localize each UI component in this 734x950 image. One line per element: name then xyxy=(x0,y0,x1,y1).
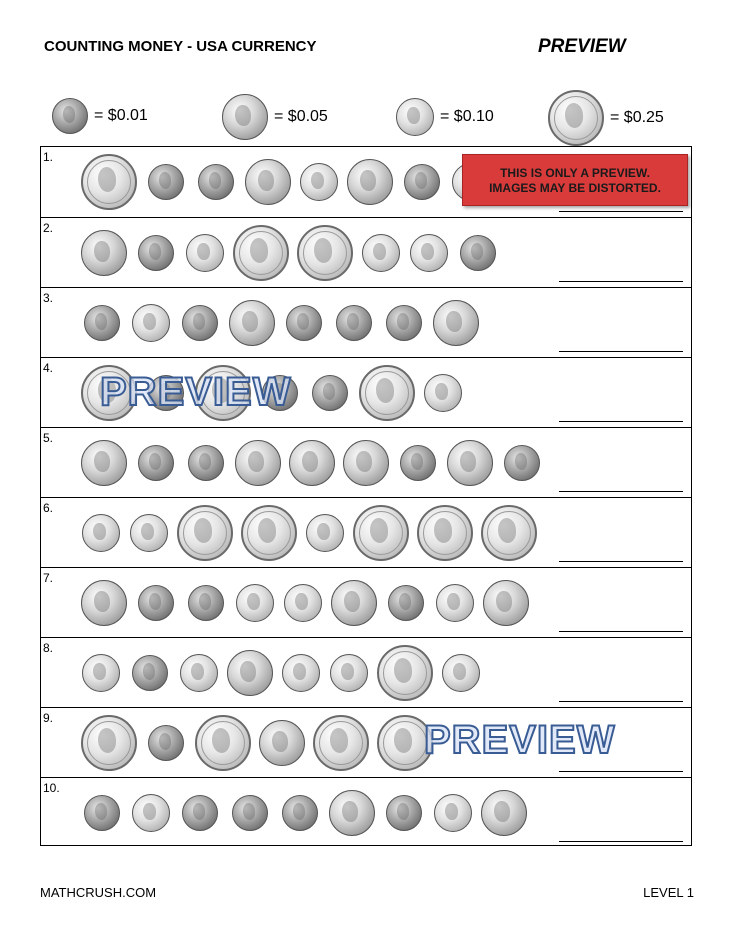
answer-line[interactable] xyxy=(559,281,683,282)
problem-number: 10. xyxy=(43,781,60,795)
dime-icon xyxy=(396,98,434,136)
nickel-icon xyxy=(343,440,389,486)
answer-line[interactable] xyxy=(559,211,683,212)
dime-icon xyxy=(442,654,480,692)
quarter-icon xyxy=(81,715,137,771)
penny-icon xyxy=(232,795,268,831)
problem-number: 4. xyxy=(43,361,54,375)
dime-icon xyxy=(300,163,338,201)
dime-icon xyxy=(82,654,120,692)
dime-icon xyxy=(282,654,320,692)
quarter-icon xyxy=(377,645,433,701)
penny-icon xyxy=(138,585,174,621)
quarter-icon xyxy=(233,225,289,281)
penny-icon xyxy=(504,445,540,481)
answer-line[interactable] xyxy=(559,561,683,562)
nickel-icon xyxy=(329,790,375,836)
nickel-icon xyxy=(81,440,127,486)
problem-row xyxy=(41,427,691,497)
dime-icon xyxy=(284,584,322,622)
coin-group xyxy=(77,428,547,498)
penny-icon xyxy=(404,164,440,200)
nickel-icon xyxy=(347,159,393,205)
nickel-icon xyxy=(447,440,493,486)
answer-line[interactable] xyxy=(559,841,683,842)
quarter-icon xyxy=(81,154,137,210)
dime-icon xyxy=(434,794,472,832)
nickel-icon xyxy=(259,720,305,766)
dime-icon xyxy=(132,304,170,342)
nickel-icon xyxy=(245,159,291,205)
nickel-icon xyxy=(331,580,377,626)
penny-icon xyxy=(388,585,424,621)
answer-line[interactable] xyxy=(559,421,683,422)
problem-number: 9. xyxy=(43,711,54,725)
nickel-icon xyxy=(222,94,268,140)
coin-group xyxy=(77,708,437,778)
legend-value: = $0.05 xyxy=(274,108,328,125)
coin-group xyxy=(77,288,483,358)
answer-line[interactable] xyxy=(559,351,683,352)
nickel-icon xyxy=(235,440,281,486)
problem-number: 6. xyxy=(43,501,54,515)
legend-value: = $0.10 xyxy=(440,108,494,125)
penny-icon xyxy=(386,305,422,341)
preview-notice-banner xyxy=(462,154,688,206)
penny-icon xyxy=(198,164,234,200)
dime-icon xyxy=(306,514,344,552)
quarter-icon xyxy=(177,505,233,561)
problem-row xyxy=(41,567,691,637)
nickel-icon xyxy=(481,790,527,836)
problem-number: 3. xyxy=(43,291,54,305)
footer-site: MATHCRUSH.COM xyxy=(40,885,157,900)
coin-group xyxy=(77,568,533,638)
footer-level: LEVEL 1 xyxy=(643,885,694,900)
penny-icon xyxy=(84,305,120,341)
penny-icon xyxy=(188,445,224,481)
dime-icon xyxy=(362,234,400,272)
penny-icon xyxy=(336,305,372,341)
worksheet-title: COUNTING MONEY - USA CURRENCY xyxy=(44,38,317,55)
nickel-icon xyxy=(81,580,127,626)
dime-icon xyxy=(130,514,168,552)
penny-icon xyxy=(282,795,318,831)
answer-line[interactable] xyxy=(559,631,683,632)
legend-value: = $0.25 xyxy=(610,109,664,126)
penny-icon xyxy=(148,725,184,761)
quarter-icon xyxy=(481,505,537,561)
nickel-icon xyxy=(229,300,275,346)
coin-group xyxy=(77,778,531,848)
penny-icon xyxy=(84,795,120,831)
preview-heading: PREVIEW xyxy=(538,36,626,57)
dime-icon xyxy=(132,794,170,832)
problem-number: 5. xyxy=(43,431,54,445)
dime-icon xyxy=(410,234,448,272)
legend-item-penny xyxy=(52,98,148,134)
problem-row xyxy=(41,637,691,707)
penny-icon xyxy=(188,585,224,621)
problem-number: 8. xyxy=(43,641,54,655)
problem-row xyxy=(41,777,691,847)
penny-icon xyxy=(286,305,322,341)
penny-icon xyxy=(400,445,436,481)
notice-line-1: THIS IS ONLY A PREVIEW. xyxy=(500,166,650,180)
legend-item-nickel xyxy=(222,94,328,140)
problem-row xyxy=(41,217,691,287)
problem-row xyxy=(41,497,691,567)
quarter-icon xyxy=(548,90,604,146)
penny-icon xyxy=(138,445,174,481)
legend-value: = $0.01 xyxy=(94,107,148,124)
coin-group xyxy=(77,218,503,288)
dime-icon xyxy=(436,584,474,622)
dime-icon xyxy=(236,584,274,622)
problem-number: 1. xyxy=(43,150,54,164)
dime-icon xyxy=(180,654,218,692)
dime-icon xyxy=(330,654,368,692)
dime-icon xyxy=(82,514,120,552)
penny-icon xyxy=(138,235,174,271)
quarter-icon xyxy=(359,365,415,421)
problem-row xyxy=(41,287,691,357)
quarter-icon xyxy=(313,715,369,771)
penny-icon xyxy=(132,655,168,691)
nickel-icon xyxy=(433,300,479,346)
coin-value-legend xyxy=(0,90,734,144)
problem-number: 2. xyxy=(43,221,54,235)
dime-icon xyxy=(424,374,462,412)
answer-line[interactable] xyxy=(559,491,683,492)
nickel-icon xyxy=(81,230,127,276)
coin-group xyxy=(77,638,485,708)
preview-watermark-1: PREVIEW xyxy=(100,370,292,414)
coin-group xyxy=(77,147,495,217)
penny-icon xyxy=(52,98,88,134)
nickel-icon xyxy=(227,650,273,696)
penny-icon xyxy=(460,235,496,271)
penny-icon xyxy=(148,164,184,200)
nickel-icon xyxy=(483,580,529,626)
notice-line-2: IMAGES MAY BE DISTORTED. xyxy=(489,181,661,195)
quarter-icon xyxy=(417,505,473,561)
quarter-icon xyxy=(353,505,409,561)
penny-icon xyxy=(386,795,422,831)
penny-icon xyxy=(182,305,218,341)
legend-item-dime xyxy=(396,98,494,136)
coin-group xyxy=(77,498,541,568)
preview-watermark-2: PREVIEW xyxy=(424,718,616,762)
nickel-icon xyxy=(289,440,335,486)
quarter-icon xyxy=(297,225,353,281)
penny-icon xyxy=(182,795,218,831)
answer-line[interactable] xyxy=(559,701,683,702)
dime-icon xyxy=(186,234,224,272)
problem-number: 7. xyxy=(43,571,54,585)
legend-item-quarter xyxy=(548,90,664,146)
quarter-icon xyxy=(195,715,251,771)
answer-line[interactable] xyxy=(559,771,683,772)
penny-icon xyxy=(312,375,348,411)
quarter-icon xyxy=(241,505,297,561)
